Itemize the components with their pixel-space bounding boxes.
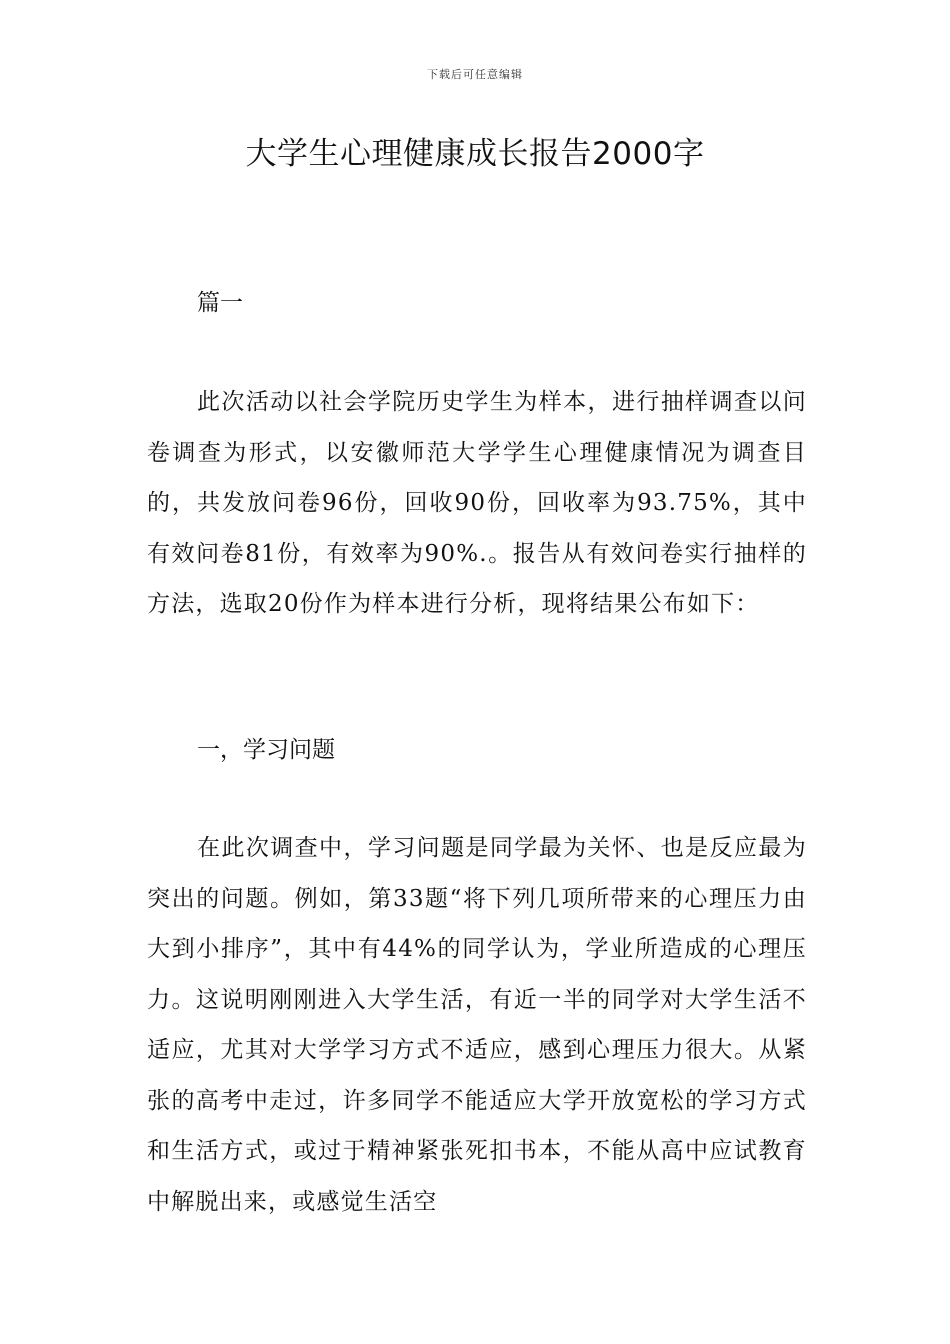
document-title: 大学生心理健康成长报告2000字 <box>245 136 705 172</box>
header-note: 下载后可任意编辑 <box>427 68 523 81</box>
section-heading: 一，学习问题 <box>197 737 335 763</box>
intro-paragraph: 此次活动以社会学院历史学生为样本，进行抽样调查以问卷调查为形式，以安徽师范大学学生心理健康情况为调查目的，共发放问卷96份，回收90份，回收率为93.75%，其中有效问卷81份，有效率为90%.。报告从有效问卷实行抽样的方法，选取20份作为样本进行分析，现将结果公布如下： <box>147 389 807 617</box>
study-problem-paragraph: 在此次调查中，学习问题是同学最为关怀、也是反应最为突出的问题。例如，第33题“将下列几项所带来的心理压力由大到小排序”，其中有44%的同学认为，学业所造成的心理压力。这说明刚刚进入大学生活，有近一半的同学对大学生活不适应，尤其对大学学习方式不适应，感到心理压力很大。从紧张的高考中走过，许多同学不能适应大学开放宽松的学习方式和生活方式，或过于精神紧张死扣书本，不能从高中应试教育中解脱出来，或感觉生活空 <box>147 835 807 1215</box>
section-label: 篇一 <box>197 290 243 316</box>
